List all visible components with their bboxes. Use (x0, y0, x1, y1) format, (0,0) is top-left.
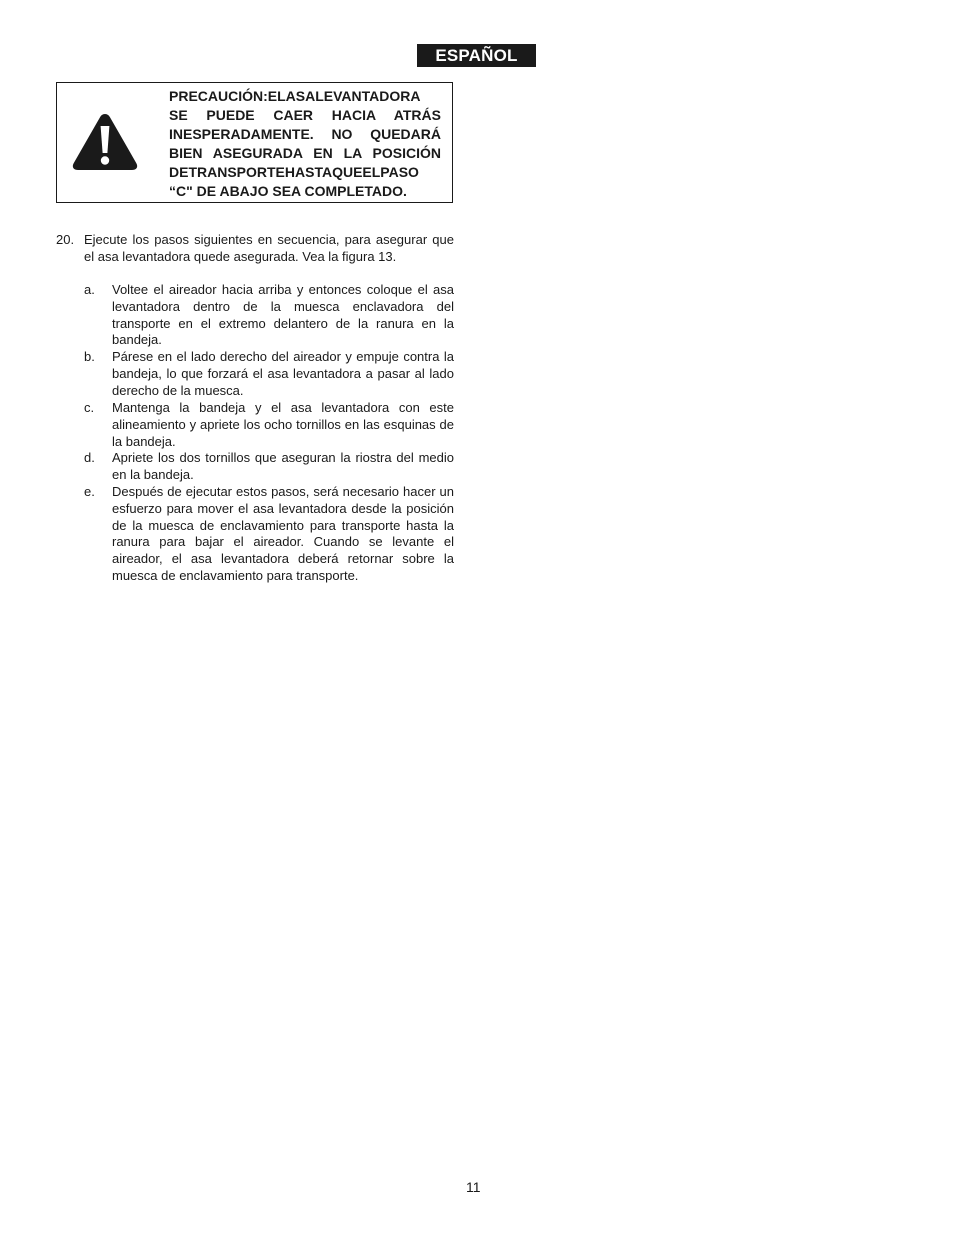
caution-text (169, 87, 441, 201)
caution-line: PRECAUCIÓN:ELASALEVANTADORA (169, 88, 421, 104)
step-text: Ejecute los pasos siguientes en secuencia, para asegurar que el asa levantadora quede asegurada. Vea la figura 13. (84, 232, 454, 264)
substep-a (84, 282, 454, 349)
substep-text: Párese en el lado derecho del aireador y empuje contra la bandeja, lo que forzará el asa levantadora a pasar al lado derecho de la muesca. (112, 349, 454, 398)
substep-b (84, 349, 454, 399)
substep-letter: e. (84, 484, 95, 499)
substep-c (84, 400, 454, 450)
warning-triangle-exclamation-icon (71, 111, 139, 171)
substep-letter: b. (84, 349, 95, 364)
caution-line: SE PUEDE CAER HACIA ATRÁS (169, 107, 441, 123)
page-number: 11 (466, 1179, 481, 1195)
substep-d (84, 450, 454, 484)
caution-line: DETRANSPORTEHASTAQUEELPASO (169, 164, 419, 180)
caution-line: INESPERADAMENTE. NO QUEDARÁ (169, 126, 441, 142)
substep-letter: c. (84, 400, 95, 415)
step-number: 20. (56, 232, 75, 247)
caution-box (56, 82, 453, 203)
step-20 (56, 232, 454, 266)
substep-letter: d. (84, 450, 95, 465)
substep-letter: a. (84, 282, 95, 297)
caution-line: BIEN ASEGURADA EN LA POSICIÓN (169, 145, 441, 161)
language-tab: ESPAÑOL (417, 44, 536, 67)
substep-text: Mantenga la bandeja y el asa levantadora con este alineamiento y apriete los ocho tornillos en las esquinas de la bandeja. (112, 400, 454, 449)
substep-text: Después de ejecutar estos pasos, será necesario hacer un esfuerzo para mover el asa levantadora desde la posición de la muesca de enclavamiento para transporte hasta la ranura para bajar el aireador. Cuando se levante el aireador, el asa levantadora deberá retornar sobre la muesca de enclavamiento para transporte. (112, 484, 454, 583)
substep-text: Apriete los dos tornillos que aseguran la riostra del medio en la bandeja. (112, 450, 454, 482)
substep-e (84, 484, 454, 585)
substep-text: Voltee el aireador hacia arriba y entonces coloque el asa levantadora dentro de la muesca enclavadora del transporte en el extremo delantero de la ranura en la bandeja. (112, 282, 454, 348)
caution-line: “C" DE ABAJO SEA COMPLETADO. (169, 183, 407, 199)
